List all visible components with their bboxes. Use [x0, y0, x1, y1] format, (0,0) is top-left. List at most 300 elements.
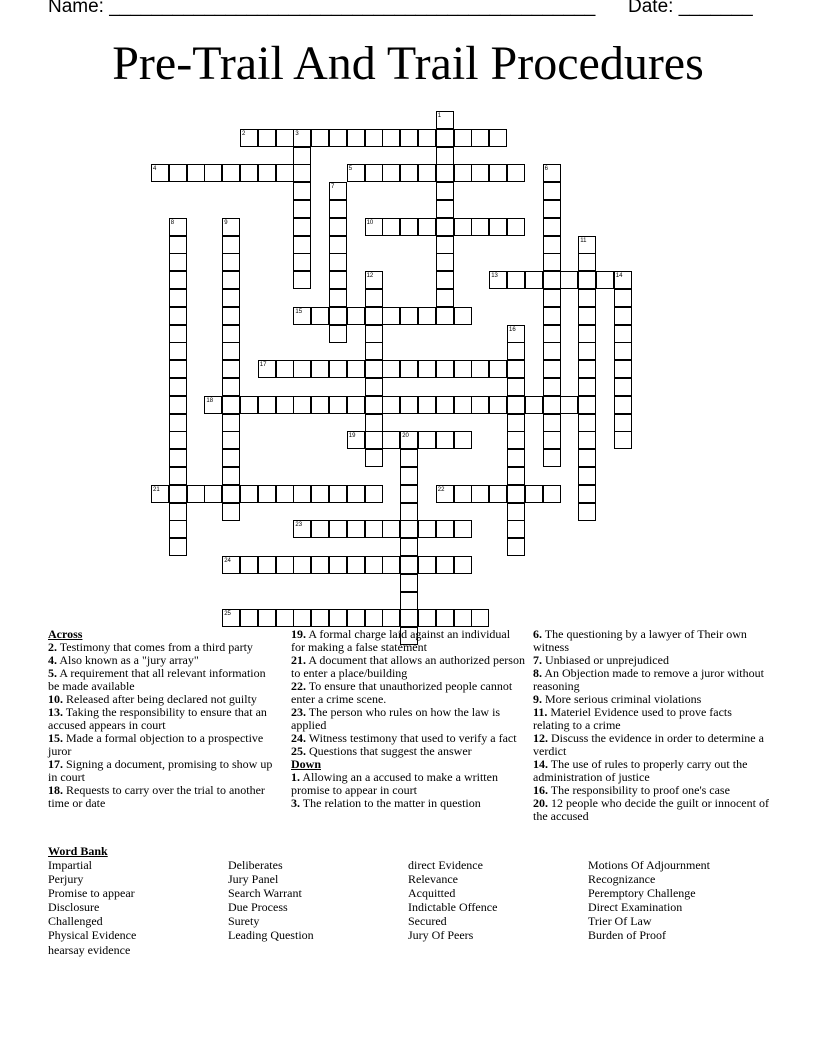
grid-cell[interactable] — [543, 485, 561, 503]
grid-cell[interactable] — [418, 164, 436, 182]
grid-cell[interactable] — [400, 360, 418, 378]
grid-cell[interactable] — [347, 431, 365, 449]
grid-cell[interactable] — [382, 307, 400, 325]
grid-cell[interactable] — [347, 164, 365, 182]
grid-cell[interactable] — [276, 129, 294, 147]
grid-cell[interactable] — [471, 485, 489, 503]
grid-cell[interactable] — [276, 609, 294, 627]
grid-cell[interactable] — [436, 609, 454, 627]
grid-cell[interactable] — [222, 431, 240, 449]
grid-cell[interactable] — [293, 200, 311, 218]
grid-cell[interactable] — [578, 360, 596, 378]
grid-cell[interactable] — [382, 396, 400, 414]
grid-cell[interactable] — [436, 147, 454, 165]
grid-cell[interactable] — [222, 325, 240, 343]
grid-cell[interactable] — [418, 396, 436, 414]
grid-cell[interactable] — [365, 556, 383, 574]
clue-text: The questioning by a lawyer of Their own witness — [533, 627, 747, 654]
grid-cell[interactable] — [169, 485, 187, 503]
grid-cell[interactable] — [365, 360, 383, 378]
grid-cell[interactable] — [418, 218, 436, 236]
grid-cell[interactable] — [293, 236, 311, 254]
grid-cell[interactable] — [400, 538, 418, 556]
grid-cell[interactable] — [489, 164, 507, 182]
clue-number-label: 7. — [533, 653, 542, 667]
grid-cell[interactable] — [436, 111, 454, 129]
grid-cell[interactable] — [454, 307, 472, 325]
grid-cell[interactable] — [507, 378, 525, 396]
grid-cell[interactable] — [258, 360, 276, 378]
grid-cell[interactable] — [436, 289, 454, 307]
grid-cell[interactable] — [187, 485, 205, 503]
grid-cell[interactable] — [454, 431, 472, 449]
grid-cell[interactable] — [454, 129, 472, 147]
clue-number-label: 19. — [291, 627, 306, 641]
grid-cell[interactable] — [276, 485, 294, 503]
word-bank-item: Physical Evidence — [48, 928, 137, 943]
grid-cell[interactable] — [382, 164, 400, 182]
grid-cell[interactable] — [507, 538, 525, 556]
grid-cell[interactable] — [400, 556, 418, 574]
grid-cell[interactable] — [489, 218, 507, 236]
grid-cell[interactable] — [222, 271, 240, 289]
grid-cell[interactable] — [507, 449, 525, 467]
grid-cell[interactable] — [489, 129, 507, 147]
grid-cell[interactable] — [471, 218, 489, 236]
grid-cell[interactable] — [329, 307, 347, 325]
grid-cell[interactable] — [169, 396, 187, 414]
grid-cell[interactable] — [578, 307, 596, 325]
grid-cell[interactable] — [382, 556, 400, 574]
grid-cell[interactable] — [329, 485, 347, 503]
grid-cell[interactable] — [222, 253, 240, 271]
grid-cell[interactable] — [507, 218, 525, 236]
grid-cell[interactable] — [329, 182, 347, 200]
grid-cell[interactable] — [543, 164, 561, 182]
grid-cell[interactable] — [471, 164, 489, 182]
grid-cell[interactable] — [436, 253, 454, 271]
grid-cell[interactable] — [543, 218, 561, 236]
grid-cell[interactable] — [418, 307, 436, 325]
grid-cell[interactable] — [454, 360, 472, 378]
grid-cell[interactable] — [578, 485, 596, 503]
grid-cell[interactable] — [329, 396, 347, 414]
grid-cell[interactable] — [365, 307, 383, 325]
grid-cell[interactable] — [471, 129, 489, 147]
grid-cell[interactable] — [276, 164, 294, 182]
grid-cell[interactable] — [507, 503, 525, 521]
grid-cell[interactable] — [169, 431, 187, 449]
grid-cell[interactable] — [204, 485, 222, 503]
grid-cell[interactable] — [454, 556, 472, 574]
grid-cell[interactable] — [329, 218, 347, 236]
grid-cell[interactable] — [578, 503, 596, 521]
grid-cell[interactable] — [222, 556, 240, 574]
grid-cell[interactable] — [222, 164, 240, 182]
grid-cell[interactable] — [596, 271, 614, 289]
grid-cell[interactable] — [276, 556, 294, 574]
grid-cell[interactable] — [151, 164, 169, 182]
grid-cell[interactable] — [169, 271, 187, 289]
grid-cell[interactable] — [507, 396, 525, 414]
grid-cell[interactable] — [578, 467, 596, 485]
grid-cell[interactable] — [543, 378, 561, 396]
grid-cell[interactable] — [578, 236, 596, 254]
grid-cell[interactable] — [614, 378, 632, 396]
grid-cell[interactable] — [578, 431, 596, 449]
grid-cell[interactable] — [507, 271, 525, 289]
grid-cell[interactable] — [329, 253, 347, 271]
grid-cell[interactable] — [507, 164, 525, 182]
grid-cell[interactable] — [311, 609, 329, 627]
grid-cell[interactable] — [169, 414, 187, 432]
grid-cell[interactable] — [222, 609, 240, 627]
grid-cell[interactable] — [543, 431, 561, 449]
grid-cell[interactable] — [614, 414, 632, 432]
grid-cell[interactable] — [543, 396, 561, 414]
grid-cell[interactable] — [222, 449, 240, 467]
grid-cell[interactable] — [454, 520, 472, 538]
grid-cell[interactable] — [382, 520, 400, 538]
grid-cell[interactable] — [507, 360, 525, 378]
grid-cell[interactable] — [169, 253, 187, 271]
grid-cell[interactable] — [365, 129, 383, 147]
grid-cell[interactable] — [347, 129, 365, 147]
grid-cell[interactable] — [543, 200, 561, 218]
grid-cell[interactable] — [151, 485, 169, 503]
grid-cell[interactable] — [382, 431, 400, 449]
grid-cell[interactable] — [169, 236, 187, 254]
grid-cell[interactable] — [169, 503, 187, 521]
grid-cell[interactable] — [365, 289, 383, 307]
grid-cell[interactable] — [400, 129, 418, 147]
grid-cell[interactable] — [258, 164, 276, 182]
grid-cell[interactable] — [543, 182, 561, 200]
grid-cell[interactable] — [222, 378, 240, 396]
grid-cell[interactable] — [169, 325, 187, 343]
grid-cell[interactable] — [489, 485, 507, 503]
grid-cell[interactable] — [365, 342, 383, 360]
grid-cell[interactable] — [365, 396, 383, 414]
grid-cell[interactable] — [347, 360, 365, 378]
grid-cell[interactable] — [187, 164, 205, 182]
grid-cell[interactable] — [293, 307, 311, 325]
grid-cell[interactable] — [240, 396, 258, 414]
clue-text: Questions that suggest the answer — [309, 744, 472, 758]
clue-number: 18 — [206, 397, 214, 404]
grid-cell[interactable] — [400, 431, 418, 449]
grid-cell[interactable] — [614, 396, 632, 414]
grid-cell[interactable] — [436, 200, 454, 218]
grid-cell[interactable] — [471, 396, 489, 414]
grid-cell[interactable] — [507, 520, 525, 538]
grid-cell[interactable] — [365, 431, 383, 449]
grid-cell[interactable] — [329, 236, 347, 254]
grid-cell[interactable] — [543, 449, 561, 467]
grid-cell[interactable] — [258, 609, 276, 627]
grid-cell[interactable] — [293, 556, 311, 574]
clue-number-label: 25. — [291, 744, 306, 758]
grid-cell[interactable] — [436, 396, 454, 414]
grid-cell[interactable] — [560, 271, 578, 289]
grid-cell[interactable] — [169, 378, 187, 396]
grid-cell[interactable] — [258, 396, 276, 414]
grid-cell[interactable] — [454, 396, 472, 414]
word-bank-item: Acquitted — [408, 886, 456, 901]
grid-cell[interactable] — [240, 556, 258, 574]
grid-cell[interactable] — [418, 360, 436, 378]
grid-cell[interactable] — [543, 289, 561, 307]
grid-cell[interactable] — [489, 396, 507, 414]
grid-cell[interactable] — [614, 325, 632, 343]
grid-cell[interactable] — [543, 414, 561, 432]
grid-cell[interactable] — [436, 129, 454, 147]
grid-cell[interactable] — [329, 129, 347, 147]
grid-cell[interactable] — [436, 164, 454, 182]
grid-cell[interactable] — [365, 609, 383, 627]
grid-cell[interactable] — [240, 164, 258, 182]
grid-cell[interactable] — [365, 218, 383, 236]
grid-cell[interactable] — [293, 520, 311, 538]
grid-cell[interactable] — [222, 414, 240, 432]
grid-cell[interactable] — [293, 129, 311, 147]
grid-cell[interactable] — [507, 431, 525, 449]
grid-cell[interactable] — [347, 396, 365, 414]
grid-cell[interactable] — [311, 520, 329, 538]
grid-cell[interactable] — [382, 360, 400, 378]
grid-cell[interactable] — [169, 342, 187, 360]
grid-cell[interactable] — [329, 556, 347, 574]
grid-cell[interactable] — [578, 325, 596, 343]
grid-cell[interactable] — [329, 200, 347, 218]
grid-cell[interactable] — [543, 271, 561, 289]
grid-cell[interactable] — [365, 325, 383, 343]
grid-cell[interactable] — [222, 289, 240, 307]
grid-cell[interactable] — [436, 431, 454, 449]
grid-cell[interactable] — [293, 182, 311, 200]
grid-cell[interactable] — [543, 342, 561, 360]
grid-cell[interactable] — [222, 503, 240, 521]
grid-cell[interactable] — [293, 164, 311, 182]
grid-cell[interactable] — [329, 271, 347, 289]
grid-cell[interactable] — [365, 485, 383, 503]
clue-text: Released after being declared not guilty — [66, 692, 257, 706]
grid-cell[interactable] — [222, 360, 240, 378]
grid-cell[interactable] — [418, 129, 436, 147]
name-field: Name: ______________________________________________ — [48, 0, 596, 17]
grid-cell[interactable] — [454, 164, 472, 182]
grid-cell[interactable] — [436, 485, 454, 503]
grid-cell[interactable] — [436, 360, 454, 378]
grid-cell[interactable] — [169, 307, 187, 325]
grid-cell[interactable] — [329, 609, 347, 627]
grid-cell[interactable] — [311, 485, 329, 503]
grid-cell[interactable] — [222, 218, 240, 236]
clue-item — [291, 771, 527, 797]
grid-cell[interactable] — [347, 485, 365, 503]
grid-cell[interactable] — [240, 129, 258, 147]
grid-cell[interactable] — [507, 485, 525, 503]
grid-cell[interactable] — [543, 325, 561, 343]
grid-cell[interactable] — [471, 609, 489, 627]
grid-cell[interactable] — [293, 396, 311, 414]
grid-cell[interactable] — [169, 360, 187, 378]
grid-cell[interactable] — [293, 147, 311, 165]
grid-cell[interactable] — [293, 271, 311, 289]
grid-cell[interactable] — [418, 609, 436, 627]
clue-item — [48, 732, 278, 758]
grid-cell[interactable] — [489, 360, 507, 378]
grid-cell[interactable] — [222, 467, 240, 485]
grid-cell[interactable] — [240, 485, 258, 503]
grid-cell[interactable] — [400, 592, 418, 610]
word-bank-item: Relevance — [408, 872, 458, 887]
grid-cell[interactable] — [614, 431, 632, 449]
grid-cell[interactable] — [222, 485, 240, 503]
grid-cell[interactable] — [400, 503, 418, 521]
grid-cell[interactable] — [293, 609, 311, 627]
grid-cell[interactable] — [543, 253, 561, 271]
grid-cell[interactable] — [276, 396, 294, 414]
word-bank-item: Perjury — [48, 872, 84, 887]
grid-cell[interactable] — [329, 520, 347, 538]
grid-cell[interactable] — [400, 449, 418, 467]
grid-cell[interactable] — [543, 307, 561, 325]
grid-cell[interactable] — [382, 609, 400, 627]
grid-cell[interactable] — [169, 467, 187, 485]
grid-cell[interactable] — [400, 609, 418, 627]
grid-cell[interactable] — [436, 556, 454, 574]
grid-cell[interactable] — [365, 520, 383, 538]
grid-cell[interactable] — [347, 307, 365, 325]
grid-cell[interactable] — [454, 485, 472, 503]
grid-cell[interactable] — [436, 218, 454, 236]
grid-cell[interactable] — [578, 396, 596, 414]
clue-number-label: 10. — [48, 692, 63, 706]
grid-cell[interactable] — [222, 396, 240, 414]
grid-cell[interactable] — [347, 520, 365, 538]
grid-cell[interactable] — [507, 467, 525, 485]
grid-cell[interactable] — [222, 236, 240, 254]
clue-text: Witness testimony that used to verify a fact — [308, 731, 517, 745]
grid-cell[interactable] — [169, 289, 187, 307]
grid-cell[interactable] — [418, 520, 436, 538]
grid-cell[interactable] — [578, 342, 596, 360]
grid-cell[interactable] — [382, 218, 400, 236]
grid-cell[interactable] — [614, 307, 632, 325]
grid-cell[interactable] — [507, 342, 525, 360]
grid-cell[interactable] — [525, 485, 543, 503]
grid-cell[interactable] — [365, 378, 383, 396]
grid-cell[interactable] — [507, 414, 525, 432]
grid-cell[interactable] — [240, 609, 258, 627]
grid-cell[interactable] — [578, 414, 596, 432]
grid-cell[interactable] — [222, 342, 240, 360]
grid-cell[interactable] — [365, 271, 383, 289]
grid-cell[interactable] — [578, 289, 596, 307]
grid-cell[interactable] — [329, 325, 347, 343]
grid-cell[interactable] — [454, 609, 472, 627]
grid-cell[interactable] — [400, 574, 418, 592]
grid-cell[interactable] — [347, 609, 365, 627]
grid-cell[interactable] — [169, 218, 187, 236]
grid-cell[interactable] — [400, 396, 418, 414]
grid-cell[interactable] — [436, 236, 454, 254]
grid-cell[interactable] — [436, 520, 454, 538]
grid-cell[interactable] — [400, 467, 418, 485]
grid-cell[interactable] — [311, 129, 329, 147]
grid-cell[interactable] — [400, 164, 418, 182]
grid-cell[interactable] — [454, 218, 472, 236]
grid-cell[interactable] — [489, 271, 507, 289]
grid-cell[interactable] — [329, 289, 347, 307]
grid-cell[interactable] — [436, 271, 454, 289]
grid-cell[interactable] — [471, 360, 489, 378]
grid-cell[interactable] — [543, 360, 561, 378]
grid-cell[interactable] — [258, 485, 276, 503]
grid-cell[interactable] — [614, 271, 632, 289]
grid-cell[interactable] — [578, 271, 596, 289]
grid-cell[interactable] — [507, 325, 525, 343]
grid-cell[interactable] — [614, 342, 632, 360]
grid-cell[interactable] — [614, 360, 632, 378]
grid-cell[interactable] — [365, 449, 383, 467]
grid-cell[interactable] — [222, 307, 240, 325]
grid-cell[interactable] — [578, 449, 596, 467]
grid-cell[interactable] — [382, 129, 400, 147]
grid-cell[interactable] — [311, 556, 329, 574]
grid-cell[interactable] — [400, 520, 418, 538]
grid-cell[interactable] — [578, 378, 596, 396]
grid-cell[interactable] — [293, 253, 311, 271]
grid-cell[interactable] — [169, 538, 187, 556]
grid-cell[interactable] — [560, 396, 578, 414]
grid-cell[interactable] — [293, 218, 311, 236]
grid-cell[interactable] — [436, 182, 454, 200]
grid-cell[interactable] — [204, 164, 222, 182]
grid-cell[interactable] — [347, 556, 365, 574]
grid-cell[interactable] — [169, 520, 187, 538]
grid-cell[interactable] — [204, 396, 222, 414]
grid-cell[interactable] — [418, 431, 436, 449]
grid-cell[interactable] — [400, 307, 418, 325]
grid-cell[interactable] — [258, 556, 276, 574]
word-bank-item: Due Process — [228, 900, 288, 915]
grid-cell[interactable] — [400, 485, 418, 503]
grid-cell[interactable] — [169, 164, 187, 182]
grid-cell[interactable] — [311, 307, 329, 325]
grid-cell[interactable] — [543, 236, 561, 254]
grid-cell[interactable] — [311, 396, 329, 414]
grid-cell[interactable] — [293, 360, 311, 378]
grid-cell[interactable] — [436, 307, 454, 325]
grid-cell[interactable] — [614, 289, 632, 307]
grid-cell[interactable] — [365, 414, 383, 432]
grid-cell[interactable] — [169, 449, 187, 467]
grid-cell[interactable] — [418, 556, 436, 574]
grid-cell[interactable] — [258, 129, 276, 147]
grid-cell[interactable] — [365, 164, 383, 182]
grid-cell[interactable] — [276, 360, 294, 378]
grid-cell[interactable] — [525, 271, 543, 289]
grid-cell[interactable] — [311, 360, 329, 378]
word-bank-item: Jury Panel — [228, 872, 279, 887]
grid-cell[interactable] — [525, 396, 543, 414]
grid-cell[interactable] — [400, 218, 418, 236]
grid-cell[interactable] — [293, 485, 311, 503]
grid-cell[interactable] — [578, 253, 596, 271]
grid-cell[interactable] — [329, 360, 347, 378]
